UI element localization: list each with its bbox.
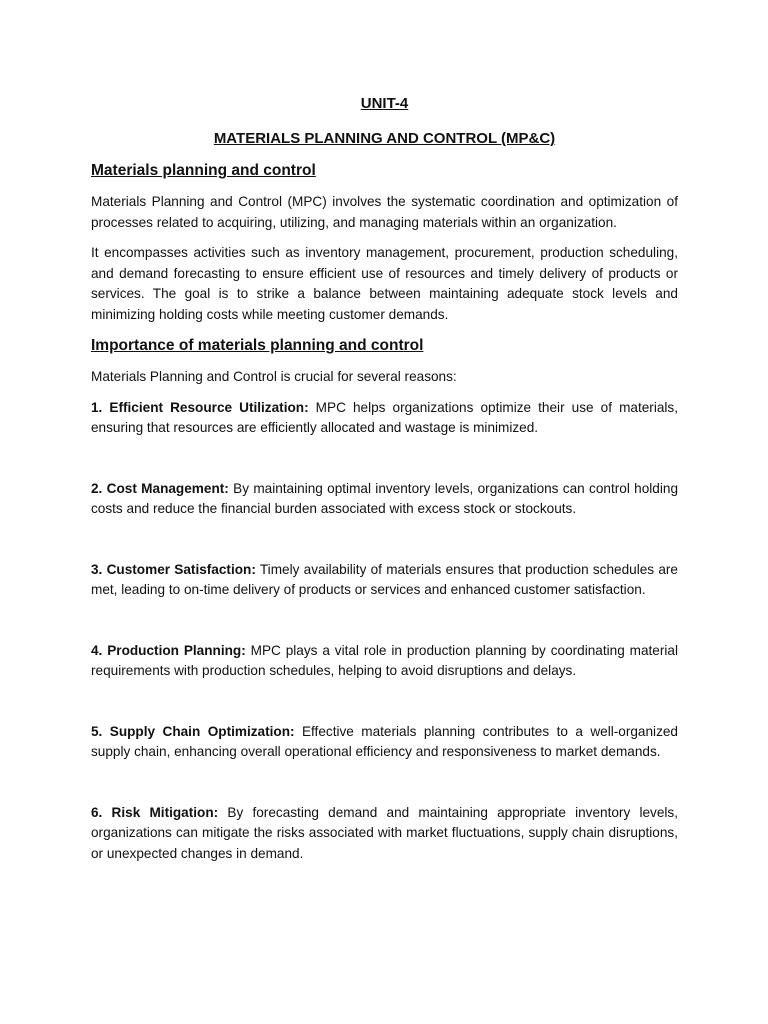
reason-item	[91, 722, 678, 763]
reason-lead: 2. Cost Management:	[91, 480, 229, 496]
section-heading-importance: Importance of materials planning and control	[91, 337, 424, 354]
reason-lead: 6. Risk Mitigation:	[91, 804, 219, 820]
reason-lead: 4. Production Planning:	[91, 642, 246, 658]
reason-text: Timely availability of materials ensures that production schedules are met, leading to on-time delivery of products or services and enhanced customer satisfaction.	[91, 561, 678, 597]
reason-item	[91, 803, 678, 865]
reason-item	[91, 641, 678, 682]
unit-label: UNIT-4	[360, 95, 409, 112]
paragraph-definition: Materials Planning and Control (MPC) involves the systematic coordination and optimization of processes related to acquiring, utilizing, and managing materials within an organization.	[91, 194, 678, 230]
reason-lead: 5. Supply Chain Optimization:	[91, 723, 295, 739]
document-page	[91, 92, 678, 864]
reason-text: Effective materials planning contributes to a well-organized supply chain, enhancing overall operational efficiency and responsiveness to market demands.	[91, 723, 678, 759]
reason-text: MPC plays a vital role in production planning by coordinating material requirements with production schedules, helping to avoid disruptions and delays.	[91, 642, 678, 678]
reason-lead: 3. Customer Satisfaction:	[91, 561, 256, 577]
reason-text: By forecasting demand and maintaining appropriate inventory levels, organizations can mitigate the risks associated with market fluctuations, supply chain disruptions, or unexpected changes in demand.	[91, 804, 678, 861]
reason-text: MPC helps organizations optimize their use of materials, ensuring that resources are efficiently allocated and wastage is minimized.	[91, 399, 678, 435]
reason-item	[91, 398, 678, 439]
reason-text: By maintaining optimal inventory levels, organizations can control holding costs and reduce the financial burden associated with excess stock or stockouts.	[91, 480, 679, 516]
paragraph-scope: It encompasses activities such as inventory management, procurement, production scheduling, and demand forecasting to ensure efficient use of resources and timely delivery of products or services. The goal is to strike a balance between maintaining adequate stock levels and minimizing holding costs while meeting customer demands.	[91, 245, 678, 322]
paragraph-intro: Materials Planning and Control is crucial for several reasons:	[91, 369, 457, 384]
section-heading-mpc: Materials planning and control	[91, 162, 316, 179]
document-title: MATERIALS PLANNING AND CONTROL (MP&C)	[213, 130, 556, 147]
reason-item	[91, 560, 678, 601]
reason-item	[91, 479, 678, 520]
reason-lead: 1. Efficient Resource Utilization:	[91, 399, 309, 415]
